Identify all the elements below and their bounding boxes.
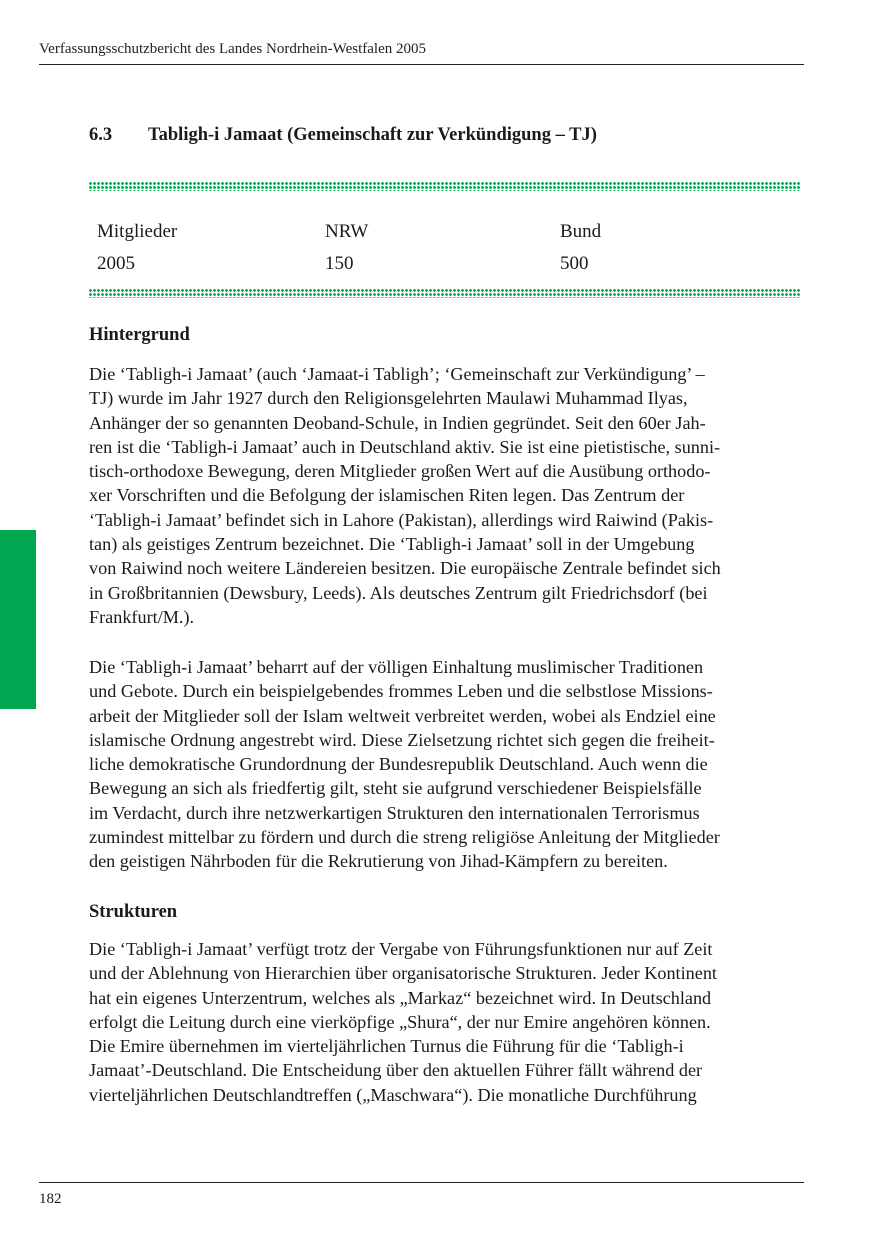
section-number: 6.3 xyxy=(89,125,113,145)
text-line: xer Vorschriften und die Befolgung der islamischen Riten legen. Das Zentrum der xyxy=(89,485,685,506)
running-header: Verfassungsschutzbericht des Landes Nordrhein-Westfalen 2005 xyxy=(39,41,427,57)
text-line: in Großbritannien (Dewsbury, Leeds). Als deutsches Zentrum gilt Friedrichsdorf (bei xyxy=(89,582,708,603)
table-cell: 500 xyxy=(560,253,589,274)
text-line: TJ) wurde im Jahr 1927 durch den Religionsgelehrten Maulawi Muhammad Ilyas, xyxy=(89,388,688,409)
paragraph-background-2 xyxy=(89,655,805,874)
text-line: Anhänger der so genannten Deoband-Schule, in Indien gegründet. Seit den 60er Jah- xyxy=(89,412,706,433)
text-line: Frankfurt/M.). xyxy=(89,606,195,627)
text-line: Bewegung an sich als friedfertig gilt, steht sie aufgrund verschiedener Beispielsfälle xyxy=(89,778,702,799)
dotted-divider-top xyxy=(89,182,801,191)
table-header-cell: Mitglieder xyxy=(97,221,178,242)
text-line: und Gebote. Durch ein beispielgebendes frommes Leben und die selbstlose Missions- xyxy=(89,681,713,702)
text-line: hat ein eigenes Unterzentrum, welches als „Markaz“ bezeichnet wird. In Deutschland xyxy=(89,987,712,1008)
text-line: Die ‘Tabligh-i Jamaat’ (auch ‘Jamaat-i Tabligh’; ‘Gemeinschaft zur Verkündigung’ – xyxy=(89,364,705,384)
subheading-structures: Strukturen xyxy=(89,902,178,922)
section-heading xyxy=(89,124,597,146)
chapter-side-tab xyxy=(0,530,36,709)
footer-divider xyxy=(39,1182,804,1183)
paragraph-background-1 xyxy=(89,362,805,629)
text-line: Jamaat’-Deutschland. Die Entscheidung über den aktuellen Führer fällt während der xyxy=(89,1060,703,1081)
table-cell: 150 xyxy=(325,253,354,274)
text-line: zumindest mittelbar zu fördern und durch die streng religiöse Anleitung der Mitglieder xyxy=(89,827,720,848)
table-header-cell: Bund xyxy=(560,221,602,242)
text-line: ren ist die ‘Tabligh-i Jamaat’ auch in Deutschland aktiv. Sie ist eine pietistische, sunni- xyxy=(89,436,721,457)
section-title: Tabligh-i Jamaat (Gemeinschaft zur Verkündigung – TJ) xyxy=(148,125,597,145)
text-line: erfolgt die Leitung durch eine vierköpfige „Shura“, der nur Emire angehören können. xyxy=(89,1011,711,1032)
text-line: islamische Ordnung angestrebt wird. Diese Zielsetzung richtet sich gegen die freiheit- xyxy=(89,729,715,750)
table-cell: 2005 xyxy=(97,253,135,274)
table-header-cell: NRW xyxy=(325,221,369,242)
dotted-divider-bottom xyxy=(89,289,801,298)
text-line: arbeit der Mitglieder soll der Islam weltweit verbreitet werden, wobei als Endziel eine xyxy=(89,705,716,726)
text-line: Die ‘Tabligh-i Jamaat’ beharrt auf der völligen Einhaltung muslimischer Traditionen xyxy=(89,657,704,677)
text-line: Die ‘Tabligh-i Jamaat’ verfügt trotz der Vergabe von Führungsfunktionen nur auf Zeit xyxy=(89,939,713,959)
page-number: 182 xyxy=(39,1191,62,1207)
text-line: tan) als geistiges Zentrum bezeichnet. Die ‘Tabligh-i Jamaat’ soll in der Umgebung xyxy=(89,534,695,555)
paragraph-structures xyxy=(89,937,805,1107)
members-table xyxy=(97,216,797,280)
text-line: den geistigen Nährboden für die Rekrutierung von Jihad-Kämpfern zu bereiten. xyxy=(89,851,668,872)
subheading-background: Hintergrund xyxy=(89,325,190,345)
text-line: vierteljährlichen Deutschlandtreffen („Maschwara“). Die monatliche Durchführung xyxy=(89,1084,697,1105)
text-line: tisch-orthodoxe Bewegung, deren Mitglieder großen Wert auf die Ausübung orthodo- xyxy=(89,461,711,482)
table-row xyxy=(97,248,797,280)
text-line: Die Emire übernehmen im vierteljährlichen Turnus die Führung für die ‘Tabligh-i xyxy=(89,1036,684,1057)
text-line: von Raiwind noch weitere Ländereien besitzen. Die europäische Zentrale befindet sich xyxy=(89,558,721,579)
table-header-row xyxy=(97,216,797,248)
text-line: im Verdacht, durch ihre netzwerkartigen Strukturen den internationalen Terrorismus xyxy=(89,802,700,823)
text-line: ‘Tabligh-i Jamaat’ befindet sich in Lahore (Pakistan), allerdings wird Raiwind (Pakis- xyxy=(89,509,714,530)
text-line: und der Ablehnung von Hierarchien über organisatorische Strukturen. Jeder Kontinent xyxy=(89,963,717,984)
header-divider xyxy=(39,64,804,65)
text-line: liche demokratische Grundordnung der Bundesrepublik Deutschland. Auch wenn die xyxy=(89,754,708,775)
